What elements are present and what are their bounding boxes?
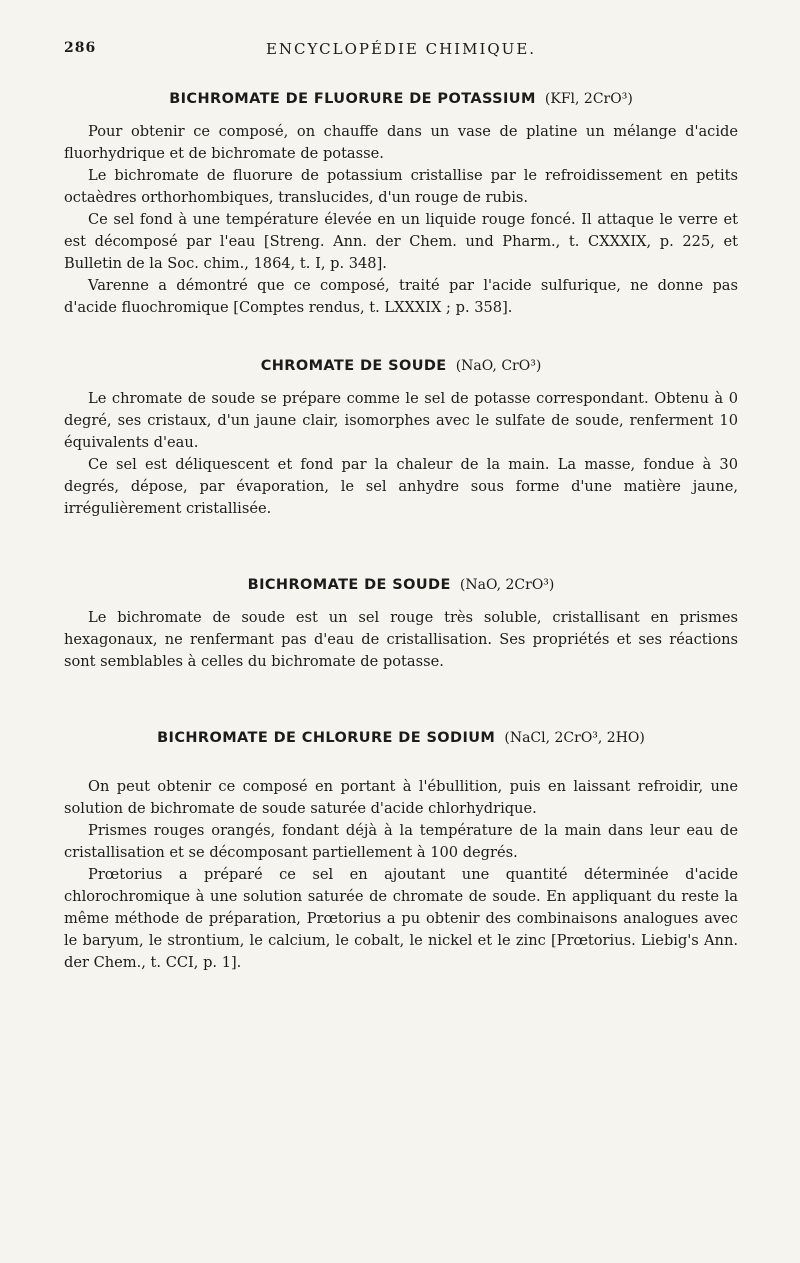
section-title-text: BICHROMATE DE CHLORURE DE SODIUM bbox=[157, 730, 496, 746]
paragraph: Prismes rouges orangés, fondant déjà à la température de la main dans leur eau de cristallisation et se décomposant partiellement à 100 degrés. bbox=[64, 822, 738, 861]
section-formula: (NaO, CrO³) bbox=[455, 358, 542, 374]
paragraph: Prœtorius a préparé ce sel en ajoutant une quantité déterminée d'acide chlorochromique à une solution saturée de chromate de soude. En appliquant du reste la même méthode de préparation, Prœtorius a pu obtenir des combinaisons analogues avec le baryum, le strontium, le calcium, le cobalt, le nickel et le zinc [Prœtorius. Liebig's Ann. der Chem., t. CCI, p. 1]. bbox=[64, 866, 738, 971]
paragraph: On peut obtenir ce composé en portant à l'ébullition, puis en laissant refroidir, une solution de bichromate de soude saturée d'acide chlorhydrique. bbox=[64, 778, 738, 817]
section-formula: (NaCl, 2CrO³, 2HO) bbox=[504, 730, 645, 746]
section-title bbox=[64, 355, 738, 374]
section-title bbox=[64, 727, 738, 746]
section-title-text: CHROMATE DE SOUDE bbox=[260, 358, 447, 374]
section-formula: (KFl, 2CrO³) bbox=[544, 91, 633, 107]
section-bichromate-chlorure-sodium bbox=[64, 727, 738, 974]
page-number: 286 bbox=[64, 40, 97, 56]
section-title bbox=[64, 574, 738, 593]
paragraph: Ce sel fond à une température élevée en un liquide rouge foncé. Il attaque le verre et est décomposé par l'eau [Streng. Ann. der Chem. und Pharm., t. CXXXIX, p. 225, et Bulletin de la Soc. chim., 1864, t. I, p. 348]. bbox=[64, 211, 738, 272]
section-formula: (NaO, 2CrO³) bbox=[459, 577, 555, 593]
running-head bbox=[64, 40, 738, 68]
paragraph: Pour obtenir ce composé, on chauffe dans un vase de platine un mélange d'acide fluorhydrique et de bichromate de potasse. bbox=[64, 123, 738, 162]
section-title-text: BICHROMATE DE FLUORURE DE POTASSIUM bbox=[169, 91, 536, 107]
running-title: ENCYCLOPÉDIE CHIMIQUE. bbox=[265, 40, 537, 58]
section-bichromate-soude bbox=[64, 574, 738, 673]
section-chromate-soude bbox=[64, 355, 738, 520]
paragraph: Le bichromate de soude est un sel rouge très soluble, cristallisant en prismes hexagonaux, ne renfermant pas d'eau de cristallisation. Ses propriétés et ses réactions sont semblables à celles du bichromate de potasse. bbox=[64, 609, 738, 670]
paragraph: Varenne a démontré que ce composé, traité par l'acide sulfurique, ne donne pas d'acide fluochromique [Comptes rendus, t. LXXXIX ; p. 358]. bbox=[64, 277, 738, 316]
paragraph: Le bichromate de fluorure de potassium cristallise par le refroidissement en petits octaèdres orthorhombiques, translucides, d'un rouge de rubis. bbox=[64, 167, 738, 206]
section-bichromate-fluorure-potassium bbox=[64, 88, 738, 319]
section-title bbox=[64, 88, 738, 107]
paragraph: Le chromate de soude se prépare comme le sel de potasse correspondant. Obtenu à 0 degré, ses cristaux, d'un jaune clair, isomorphes avec le sulfate de soude, renferment 10 équivalents d'eau. bbox=[64, 390, 738, 451]
section-title-text: BICHROMATE DE SOUDE bbox=[247, 577, 451, 593]
paragraph: Ce sel est déliquescent et fond par la chaleur de la main. La masse, fondue à 30 degrés, dépose, par évaporation, le sel anhydre sous forme d'une matière jaune, irrégulièrement cristallisée. bbox=[64, 456, 738, 517]
document-page bbox=[64, 40, 738, 978]
